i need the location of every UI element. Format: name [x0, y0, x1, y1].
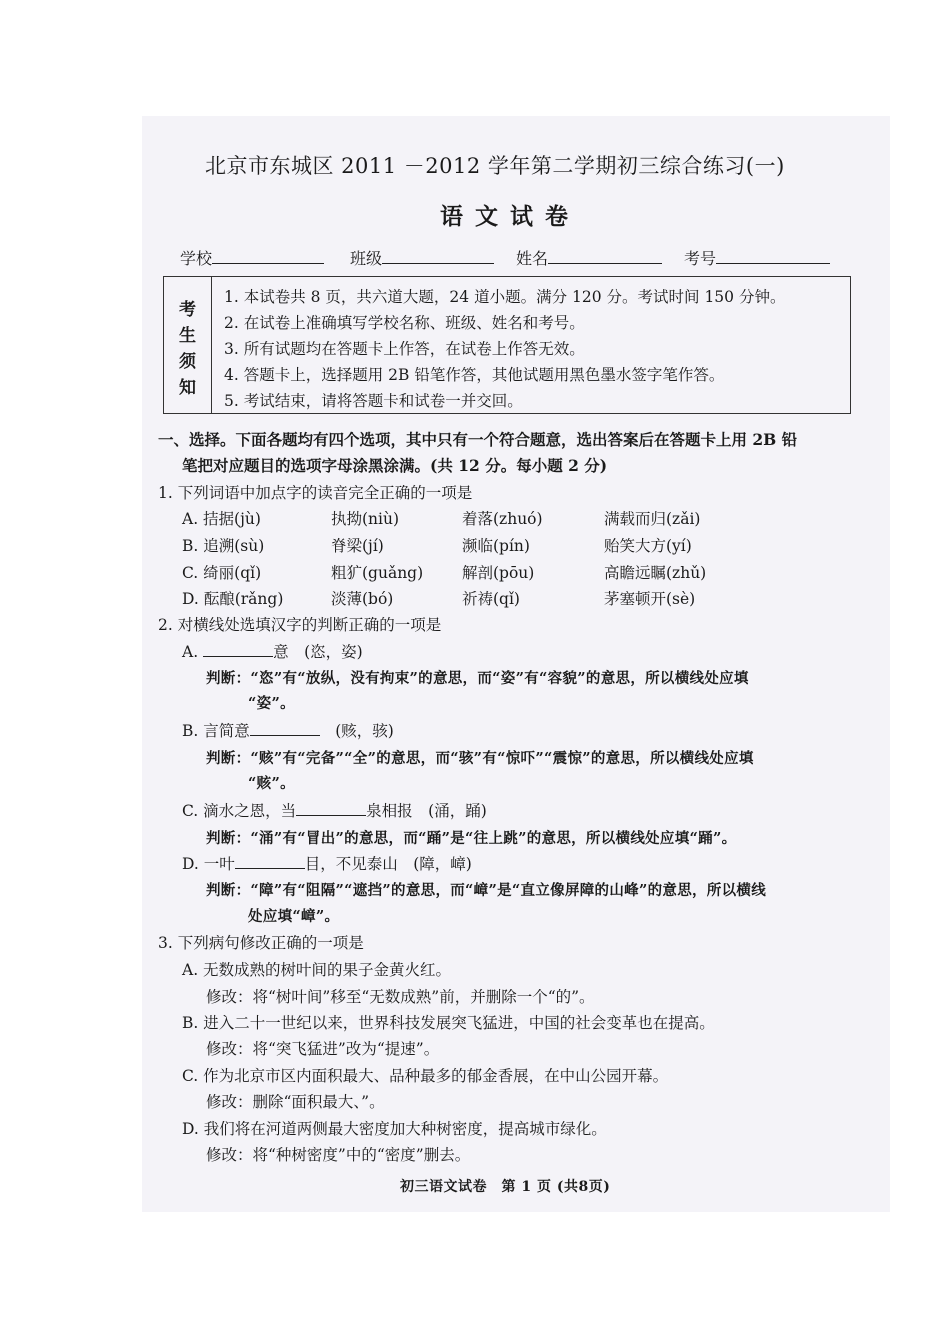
q3-option-b: B. 进入二十一世纪以来，世界科技发展突飞猛进，中国的社会变革也在提高。 [182, 1014, 715, 1032]
school-field [180, 246, 324, 269]
exam-notice-box [163, 276, 851, 414]
fill-blank [203, 644, 273, 657]
section-instructions-cont: 笔把对应题目的选项字母涂黑涂满。(共 12 分。每小题 2 分) [182, 456, 608, 475]
name-field [516, 246, 662, 269]
q2-a-judgement: 判断：“恣”有“放纵，没有拘束”的意思，而“姿”有“容貌”的意思，所以横线处应填 [206, 670, 749, 687]
q3-option-d: D. 我们将在河道两侧最大密度加大种树密度，提高城市绿化。 [182, 1120, 607, 1138]
q2-option-a [182, 640, 363, 662]
notice-heading [164, 277, 212, 413]
q2-option-d [182, 852, 472, 874]
notice-head-char: 考 [179, 300, 196, 320]
notice-head-char: 生 [179, 326, 196, 346]
fill-blank [296, 803, 366, 816]
q2-d-label: D. 一叶 [182, 855, 235, 873]
notice-head-char: 须 [179, 352, 196, 372]
notice-item: 3. 所有试题均在答题卡上作答，在试卷上作答无效。 [224, 340, 585, 358]
q2-c-judgement: 判断：“涌”有“冒出”的意思，而“踊”是“往上跳”的意思，所以横线处应填“踊”。 [206, 830, 737, 847]
q2-c-label: C. 滴水之恩，当 [182, 802, 297, 820]
q1-word: 祈祷(qǐ) [462, 590, 520, 608]
q1-word: 脊梁(jí) [331, 537, 384, 555]
q1-option-c: C. 绮丽(qǐ) [182, 564, 262, 582]
q1-word: 满载而归(zǎi) [604, 510, 701, 528]
notice-item: 5. 考试结束，请将答题卡和试卷一并交回。 [224, 392, 523, 410]
class-field [350, 246, 494, 269]
q2-b-judgement-cont: “赅”。 [248, 775, 295, 792]
q3-a-fix: 修改：将“树叶间”移至“无数成熟”前，并删除一个“的”。 [206, 988, 595, 1006]
class-label: 班级 [350, 249, 383, 268]
name-label: 姓名 [516, 249, 549, 268]
q1-word: 高瞻远瞩(zhǔ) [604, 564, 707, 582]
paper-subtitle: 语文试卷 [440, 203, 580, 230]
q1-word: 茅塞顿开(sè) [604, 590, 696, 608]
q2-a-text: 意 (恣，姿) [273, 643, 363, 661]
q2-a-judgement-cont: “姿”。 [248, 695, 295, 712]
q3-option-c: C. 作为北京市区内面积最大、品种最多的郁金香展，在中山公园开幕。 [182, 1067, 669, 1085]
exam-no-blank [716, 249, 830, 264]
exam-no-label: 考号 [684, 249, 717, 268]
question-2-stem: 2. 对横线处选填汉字的判断正确的一项是 [158, 616, 442, 634]
question-3-stem: 3. 下列病句修改正确的一项是 [158, 934, 364, 952]
name-blank [548, 249, 662, 264]
q3-c-fix: 修改：删除“面积最大、”。 [206, 1093, 385, 1111]
page-footer: 初三语文试卷 第 1 页 (共8页) [400, 1179, 611, 1195]
fill-blank [235, 856, 305, 869]
q2-b-judgement: 判断：“赅”有“完备”“全”的意思，而“骇”有“惊吓”“震惊”的意思，所以横线处应填 [206, 750, 754, 767]
q3-option-a: A. 无数成熟的树叶间的果子金黄火红。 [182, 961, 452, 979]
q3-b-fix: 修改：将“突飞猛进”改为“提速”。 [206, 1040, 440, 1058]
class-blank [382, 249, 494, 264]
q1-option-b: B. 追溯(sù) [182, 537, 265, 555]
q2-b-label: B. 言简意 [182, 722, 250, 740]
q2-c-text: 泉相报 (涌，踊) [366, 802, 487, 820]
q3-d-fix: 修改：将“种树密度”中的“密度”删去。 [206, 1146, 471, 1164]
notice-item: 2. 在试卷上准确填写学校名称、班级、姓名和考号。 [224, 314, 585, 332]
q1-word: 解剖(pōu) [462, 564, 535, 582]
school-label: 学校 [180, 249, 213, 268]
q2-d-text: 目，不见泰山 (障，嶂) [304, 855, 472, 873]
q1-word: 淡薄(bó) [331, 590, 394, 608]
notice-item: 4. 答题卡上，选择题用 2B 铅笔作答，其他试题用黑色墨水签字笔作答。 [224, 366, 725, 384]
q1-word: 着落(zhuó) [462, 510, 543, 528]
section-instructions: 一、选择。下面各题均有四个选项，其中只有一个符合题意，选出答案后在答题卡上用 2B 铅 [158, 430, 798, 449]
question-1-stem: 1. 下列词语中加点字的读音完全正确的一项是 [158, 484, 473, 502]
q1-word: 执拗(niù) [331, 510, 400, 528]
q1-word: 濒临(pín) [462, 537, 530, 555]
q2-b-text: (赅，骇) [319, 722, 394, 740]
q2-d-judgement: 判断：“障”有“阻隔”“遮挡”的意思，而“嶂”是“直立像屏障的山峰”的意思，所以横线 [206, 882, 766, 899]
notice-item: 1. 本试卷共 8 页，共六道大题，24 道小题。满分 120 分。考试时间 150 分钟。 [224, 288, 786, 306]
q2-option-b [182, 719, 394, 741]
notice-head-char: 知 [179, 378, 196, 398]
page-title: 北京市东城区 2011 －2012 学年第二学期初三综合练习(一) [205, 154, 785, 178]
q2-d-judgement-cont: 处应填“嶂”。 [248, 908, 340, 925]
q2-a-label: A. [182, 643, 199, 661]
q1-word: 粗犷(guǎng) [331, 564, 424, 582]
fill-blank [250, 723, 320, 736]
q2-option-c [182, 799, 487, 821]
q1-word: 贻笑大方(yí) [604, 537, 692, 555]
school-blank [212, 249, 324, 264]
q1-option-a: A. 拮据(jù) [182, 510, 261, 528]
exam-no-field [684, 246, 830, 269]
q1-option-d: D. 酝酿(rǎng) [182, 590, 284, 608]
